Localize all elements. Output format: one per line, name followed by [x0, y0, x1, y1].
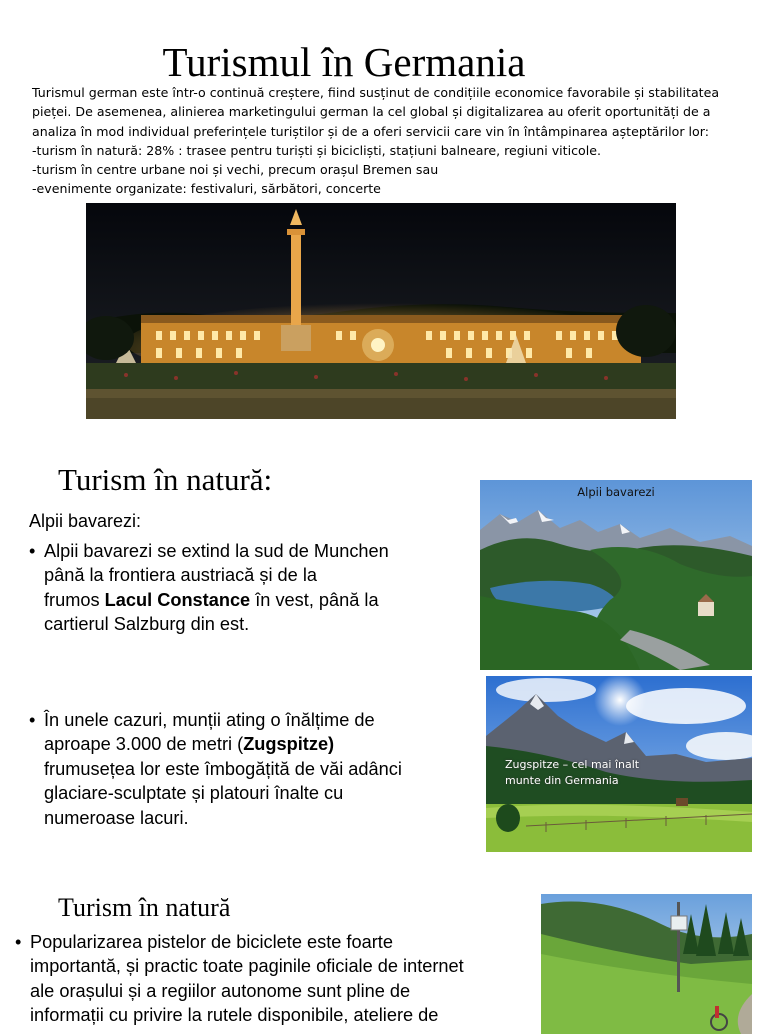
bavarian-alps-photo: [480, 480, 752, 670]
bullet-line: informații cu privire la rutele disponibile, ateliere de: [30, 1005, 439, 1026]
bullet-line: importantă, și practic toate paginile oficiale de internet: [30, 956, 464, 977]
bullet-line: numeroase lacuri.: [44, 807, 189, 828]
palace-night-photo: [86, 203, 676, 419]
page-title: Turismul în Germania: [162, 39, 526, 85]
bullet-zugspitze: [29, 708, 469, 833]
lake-constance-bold: Lacul Constance: [104, 589, 251, 610]
bullet-text: [30, 930, 464, 1028]
bullet-dot: •: [29, 710, 36, 730]
bullet-line: [44, 588, 389, 612]
alps-subheading: Alpii bavarezi:: [29, 511, 142, 531]
bullet-line: până la frontiera austriacă și de la: [44, 565, 317, 586]
bullet-text-segment: în vest, până la: [250, 589, 379, 610]
bullet-line: Alpii bavarezi se extind la sud de Munchen: [44, 541, 389, 561]
bullet-dot: •: [15, 932, 22, 952]
bullet-text-segment: aproape 3.000 de metri (: [44, 734, 244, 755]
bullet-text: [44, 539, 389, 637]
intro-line: Turismul german este într-o continuă creștere, fiind susținut de condițiile economice favorabile și stabilitatea: [32, 85, 720, 100]
caption-line: munte din Germania: [505, 774, 619, 787]
alps-photo-caption: Alpii bavarezi: [577, 485, 655, 499]
zugspitze-bold: Zugspitze): [243, 734, 335, 755]
bullet-line: În unele cazuri, munții ating o înălțime de: [44, 710, 375, 730]
intro-line: -turism în natură: 28% : trasee pentru turiști și bicicliști, stațiuni balneare, regiuni viticole.: [32, 142, 601, 158]
bullet-text: [44, 708, 402, 830]
caption-line: Zugspitze – cel mai înalt: [505, 758, 640, 771]
bike-trail-photo: [541, 894, 752, 1034]
bullet-bike-trails: [15, 930, 540, 1030]
bullet-line: ale orașului și a regiilor autonome sunt pline de: [30, 980, 411, 1001]
bullet-text-segment: frumos: [44, 589, 105, 610]
bullet-line: [44, 732, 402, 756]
bullet-line: frumusețea lor este îmbogățită de văi adânci: [44, 758, 402, 779]
bullet-dot: •: [29, 541, 36, 561]
bullet-line: Popularizarea pistelor de biciclete este foarte: [30, 932, 393, 952]
bullet-line: cartierul Salzburg din est.: [44, 614, 250, 635]
zugspitze-photo-caption: [505, 757, 675, 789]
bullet-line: glaciare-sculptate și platouri înalte cu: [44, 783, 344, 804]
section-heading-nature-2: Turism în natură: [58, 893, 231, 922]
intro-line: pieței. De asemenea, alinierea marketingului german la cel global și digitalizarea au oferit oportunități de a: [32, 104, 711, 120]
section-heading-nature: Turism în natură:: [58, 462, 273, 497]
intro-paragraph: [32, 83, 747, 199]
intro-line: -evenimente organizate: festivaluri, sărbători, concerte: [32, 181, 381, 197]
intro-line: -turism în centre urbane noi și vechi, precum orașul Bremen sau: [32, 162, 439, 178]
bullet-alps-extent: [29, 539, 469, 639]
intro-line: analiza în mod individual preferințele turiștilor și de a oferi servicii care vin în întâmpinarea așteptărilor lor:: [32, 123, 709, 139]
